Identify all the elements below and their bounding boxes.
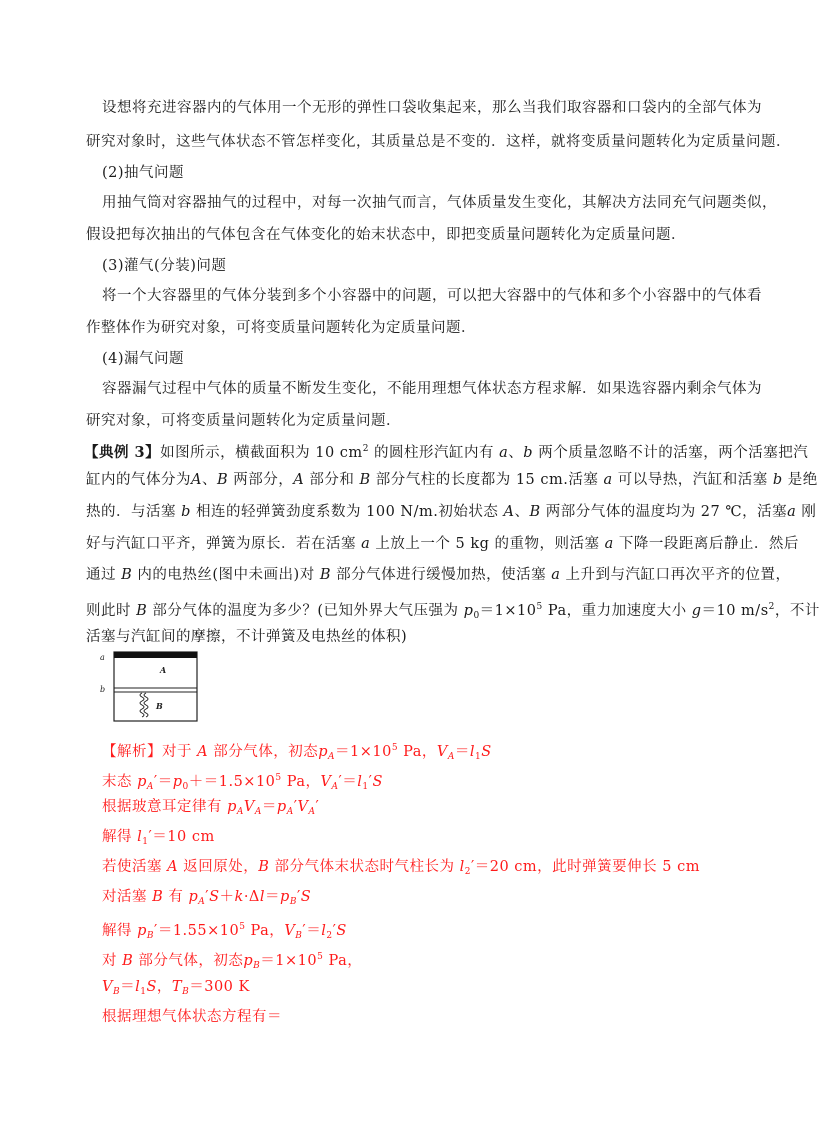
example-line3: 热的．与活塞 b 相连的轻弹簧劲度系数为 100 N/m.初始状态 A、B 两部分气体的温度均为 27 ℃，活塞a 刚	[86, 504, 817, 520]
heading-leaking: (4)漏气问题	[102, 351, 185, 367]
solution-line6: 对活塞 B 有 $p_A'S+k\cdot\Delta l=p_B'S$	[102, 889, 312, 907]
cylinder-diagram	[98, 650, 198, 722]
heading-pumping: (2)抽气问题	[102, 165, 185, 181]
label-B: B	[156, 701, 163, 711]
example-line1: 【典例 3】如图所示，横截面积为 10 $cm^2$ 的圆柱形汽缸内有 a、b 两个质量忽略不计的活塞，两个活塞把汽	[84, 444, 809, 461]
solution-line10: 根据理想气体状态方程有＝	[102, 1009, 282, 1025]
solution-line9: $V_B=l_1S$，$T_B=300$ K	[102, 979, 250, 997]
example-line4: 好与汽缸口平齐，弹簧为原长．若在活塞 a 上放上一个 5 kg 的重物，则活塞 a 下降一段距离后静止．然后	[86, 536, 799, 552]
para-inflation-line2: 研究对象时，这些气体状态不管怎样变化，其质量总是不变的．这样，就将变质量问题转化为定质量问题．	[86, 134, 791, 150]
example-line5: 通过 B 内的电热丝(图中未画出)对 B 部分气体进行缓慢加热，使活塞 a 上升到与汽缸口再次平齐的位置，	[86, 567, 791, 583]
solution-line2: 末态 $p_A'=p_0+=1.5\times 10^5$ Pa，$V_A'=l_1'S$	[102, 773, 383, 792]
para-inflation-line1: 设想将充进容器内的气体用一个无形的弹性口袋收集起来，那么当我们取容器和口袋内的全部气体为	[102, 100, 762, 116]
solution-line3: 根据玻意耳定律有 $p_AV_A=p_A'V_A'$	[102, 799, 320, 817]
para-pumping-line2: 假设把每次抽出的气体包含在气体变化的始末状态中，即把变质量问题转化为定质量问题．	[86, 227, 686, 243]
para-filling-line2: 作整体作为研究对象，可将变质量问题转化为定质量问题．	[86, 320, 476, 336]
solution-line7: 解得 $p_B'=1.55\times 10^5$ Pa，$V_B'=l_2'S$	[102, 922, 347, 941]
para-pumping-line1: 用抽气筒对容器抽气的过程中，对每一次抽气而言，气体质量发生变化，其解决方法同充气问题类似，	[102, 195, 777, 211]
example-line7: 活塞与汽缸间的摩擦，不计弹簧及电热丝的体积)	[86, 629, 408, 645]
solution-line8: 对 B 部分气体，初态$p_B=1\times 10^5$ Pa，	[102, 952, 363, 971]
example-line2: 缸内的气体分为A、B 两部分，A 部分和 B 部分气柱的长度都为 15 cm.活塞 a 可以导热，汽缸和活塞 b 是绝	[86, 472, 818, 488]
label-A: A	[160, 665, 167, 675]
solution-line4: 解得 $l_1'=10$ cm	[102, 829, 215, 847]
para-leaking-line1: 容器漏气过程中气体的质量不断发生变化，不能用理想气体状态方程求解．如果选容器内剩余气体为	[102, 381, 762, 397]
para-leaking-line2: 研究对象，可将变质量问题转化为定质量问题．	[86, 413, 401, 429]
label-a: a	[100, 653, 105, 662]
solution-line5: 若使活塞 A 返回原处，B 部分气体末状态时气柱长为 $l_2'=20$ cm，此时弹簧要伸长 5 cm	[102, 859, 700, 877]
para-filling-line1: 将一个大容器里的气体分装到多个小容器中的问题，可以把大容器中的气体和多个小容器中的气体看	[102, 288, 762, 304]
heading-filling: (3)灌气(分装)问题	[102, 258, 227, 274]
label-b: b	[100, 685, 106, 694]
solution-line1: 【解析】对于 A 部分气体，初态$p_A=1\times 10^5$ Pa，$V_A=l_1S$	[102, 743, 492, 762]
example-line6: 则此时 B 部分气体的温度为多少？(已知外界大气压强为 $p_0=1\times 10^5$ Pa，重力加速度大小 g＝10 $m/s^2$，不计	[86, 602, 820, 621]
